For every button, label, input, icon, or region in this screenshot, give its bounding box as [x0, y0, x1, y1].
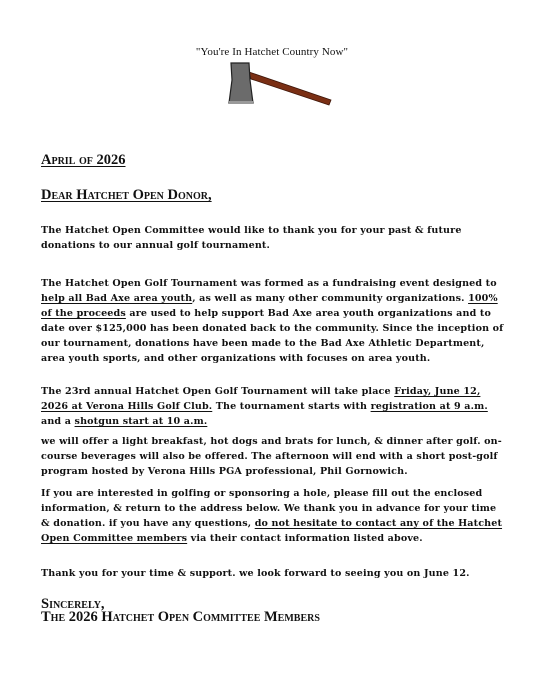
signature: The 2026 Hatchet Open Committee Members — [41, 609, 320, 625]
about-text-1: The Hatchet Open Golf Tournament was formed as a fundraising event designed to — [41, 278, 497, 289]
contact-text-2: via their contact information listed above. — [187, 533, 423, 544]
event-shotgun-start: shotgun start at 10 a.m. — [74, 416, 208, 427]
letter-date: April of 2026 — [41, 152, 126, 168]
about-link-youth: help all Bad Axe area youth — [41, 293, 193, 304]
event-date: Friday, June 12, 2026 at Verona Hills Golf Club. — [41, 386, 481, 412]
event-text-3: and a — [41, 416, 75, 427]
about-text-3: are used to help support Bad Axe area youth organizations and to date over $125,000 has been donated back to the community. Since the inception of our tournament, donations have been made to the Bad Axe Athletic Department, area youth sports, and other organizations with focuses on area youth. — [41, 308, 504, 364]
paragraph-food: we will offer a light breakfast, hot dogs and brats for lunch, & dinner after golf. on-course beverages will also be offered. The afternoon will end with a short post-golf program hosted by Verona Hills PGA professional, Phil Gornowich. — [41, 436, 502, 477]
event-text-1: The 23rd annual Hatchet Open Golf Tournament will take place — [41, 386, 395, 397]
paragraph-thanks: The Hatchet Open Committee would like to thank you for your past & future donations to our annual golf tournament. — [41, 225, 462, 251]
closing-sincerely: Sincerely, — [41, 596, 105, 612]
event-text-2: The tournament starts with — [212, 401, 371, 412]
paragraph-closing-thanks: Thank you for your time & support. we look forward to seeing you on June 12. — [41, 568, 470, 579]
paragraph-about — [41, 276, 507, 366]
hatchet-axe-icon — [222, 60, 332, 112]
about-text-2: , as well as many other community organizations. — [192, 293, 469, 304]
paragraph-event — [41, 384, 507, 429]
about-link-proceeds: 100% of the proceeds — [41, 293, 498, 319]
paragraph-contact — [41, 486, 507, 546]
tagline: "You're In Hatchet Country Now" — [195, 46, 349, 58]
salutation: Dear Hatchet Open Donor, — [41, 187, 212, 203]
event-registration: registration at 9 a.m. — [370, 401, 488, 412]
letterhead — [0, 46, 544, 58]
contact-committee: do not hesitate to contact any of the Hatchet Open Committee members — [41, 518, 503, 544]
contact-text-1: If you are interested in golfing or sponsoring a hole, please fill out the enclosed information, & return to the address below. We thank you in advance for your time & donation. if you have any questions, — [41, 488, 497, 529]
